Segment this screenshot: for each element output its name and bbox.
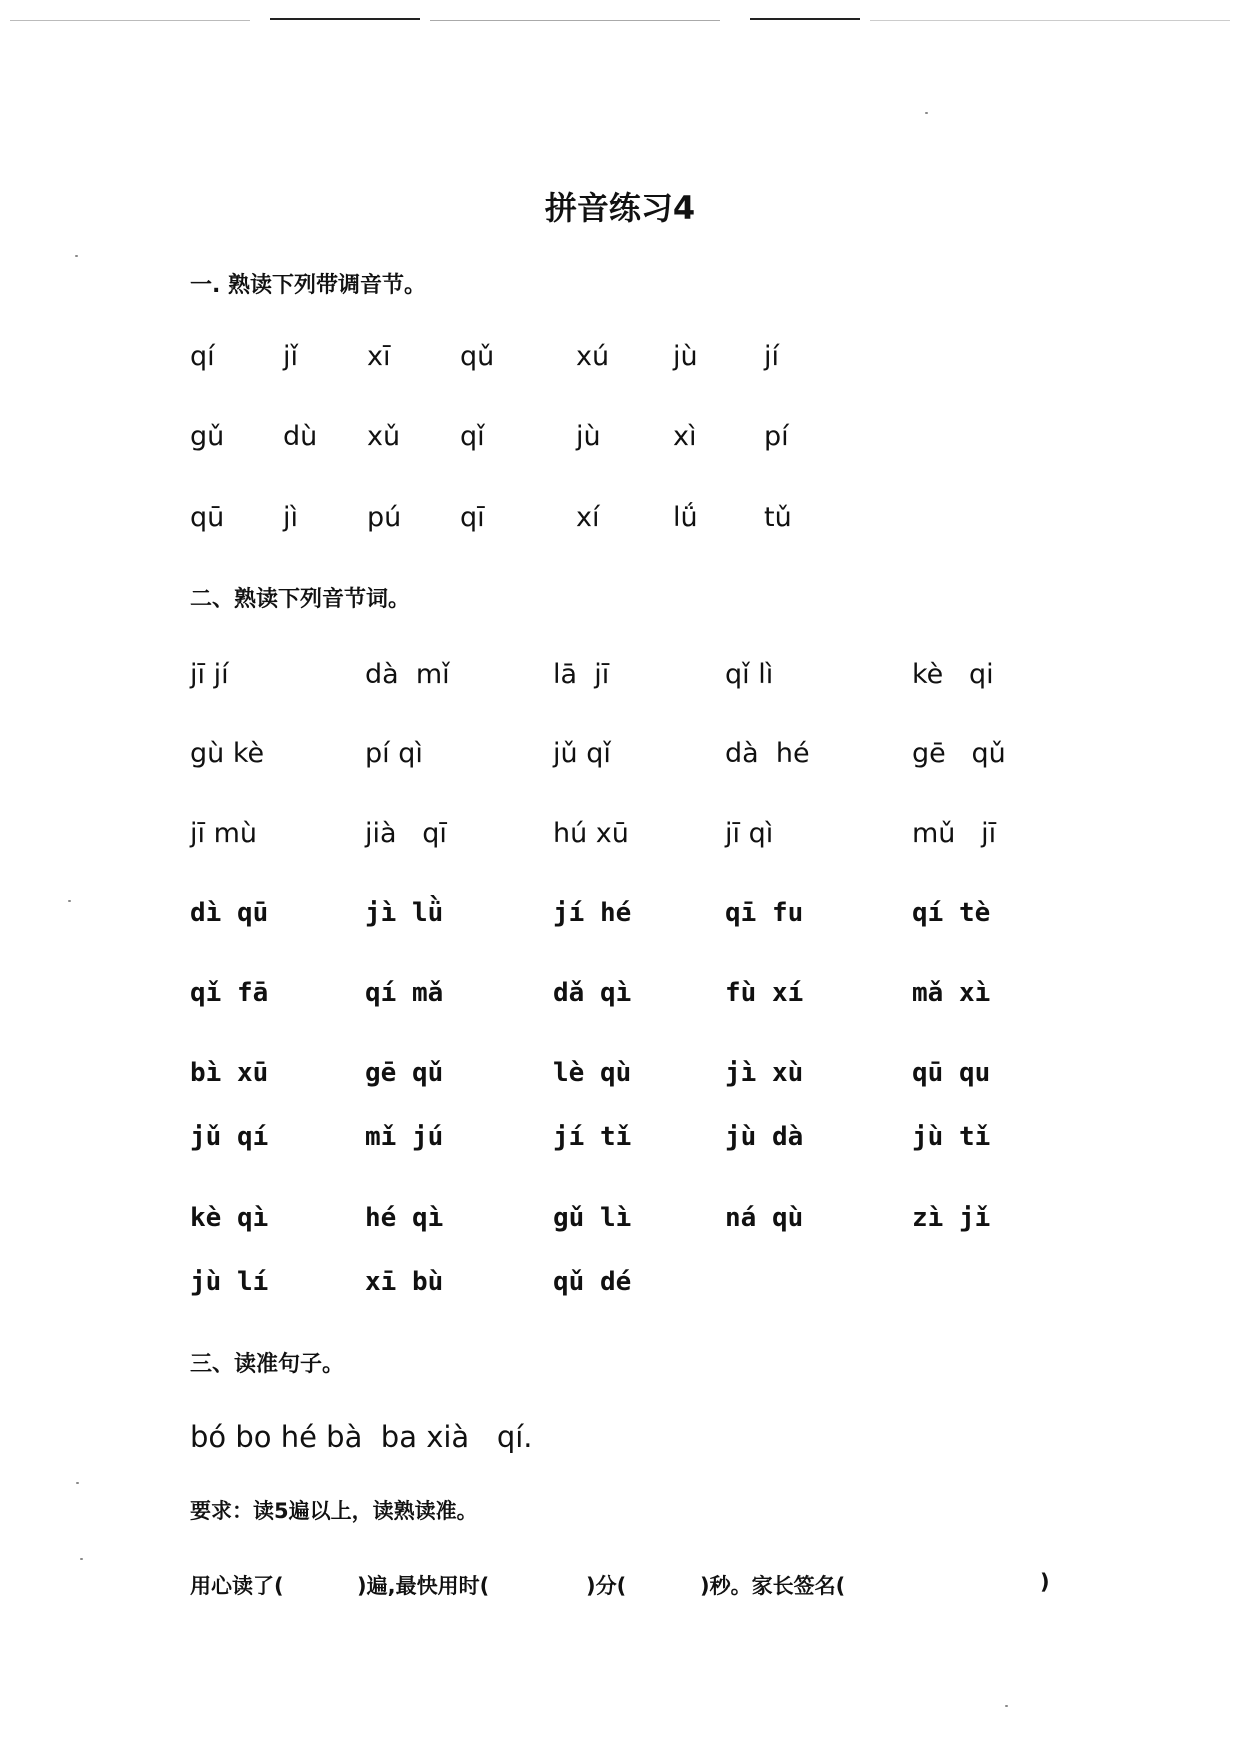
s2-item: kè qi <box>912 659 994 690</box>
s2-item: zì jǐ <box>912 1203 991 1233</box>
scan-speck <box>1005 1705 1008 1707</box>
s2-item: jī mù <box>190 818 257 849</box>
s2-item: jǔ qǐ <box>553 738 611 769</box>
s2-item: qī fu <box>725 898 804 928</box>
section-2-heading: 二、熟读下列音节词。 <box>190 587 411 612</box>
s1-item: jù <box>673 341 698 372</box>
scan-speck <box>75 255 78 257</box>
s2-item: qí mǎ <box>365 978 444 1008</box>
s2-item: mǎ xì <box>912 978 991 1008</box>
s2-item: dǎ qì <box>553 978 632 1008</box>
s2-item: gē qǔ <box>912 738 1006 769</box>
s2-item: mǔ jī <box>912 818 997 849</box>
record-min-suffix: )分( <box>586 1574 627 1598</box>
s2-item: dà hé <box>725 738 810 769</box>
s1-item: jí <box>764 341 780 372</box>
s1-item: dù <box>283 421 318 452</box>
s2-item: kè qì <box>190 1203 269 1233</box>
s1-item: jì <box>283 502 299 533</box>
scan-speck <box>925 112 928 114</box>
reading-record-line <box>190 1570 1070 1602</box>
s1-item: pú <box>367 502 402 533</box>
s2-item: jī qì <box>725 818 774 849</box>
s2-item: qū qu <box>912 1058 991 1088</box>
s1-item: xì <box>673 421 697 452</box>
s2-item: jù tǐ <box>912 1122 991 1152</box>
s2-row <box>0 1267 1240 1307</box>
s1-item: gǔ <box>190 421 225 452</box>
s1-item: xí <box>576 502 600 533</box>
s2-item: hé qì <box>365 1203 444 1233</box>
s2-row <box>0 898 1240 938</box>
s2-item: fù xí <box>725 978 804 1008</box>
s2-item: qǔ dé <box>553 1267 632 1297</box>
s2-row <box>0 659 1240 699</box>
s2-item: xī bù <box>365 1267 444 1297</box>
record-read-suffix: )遍,最快用时( <box>357 1574 490 1598</box>
s1-item: qǔ <box>460 341 495 372</box>
s2-item: gù kè <box>190 738 265 769</box>
s2-item: jù dà <box>725 1122 804 1152</box>
s2-item: jù lí <box>190 1267 269 1297</box>
s1-item: qí <box>190 341 215 372</box>
s2-item: gǔ lì <box>553 1203 632 1233</box>
s2-item: jí tǐ <box>553 1122 632 1152</box>
s2-item: lā jī <box>553 659 610 690</box>
requirement-text: 要求：读5遍以上，读熟读准。 <box>190 1499 478 1523</box>
page-title: 拼音练习4 <box>544 189 696 227</box>
s2-item: jì xù <box>725 1058 804 1088</box>
s2-item: hú xū <box>553 818 629 849</box>
s1-item: qī <box>460 502 485 533</box>
s1-item: tǔ <box>764 502 792 533</box>
s2-row <box>0 1122 1240 1162</box>
practice-sentence: bó bo hé bà ba xià qí. <box>190 1420 533 1454</box>
s2-item: mǐ jú <box>365 1122 444 1152</box>
s1-item: qū <box>190 502 225 533</box>
s1-item: xǔ <box>367 421 401 452</box>
s2-row <box>0 978 1240 1018</box>
s2-item: ná qù <box>725 1203 804 1233</box>
s2-item: dì qū <box>190 898 269 928</box>
record-sec-suffix: )秒。家长签名( <box>700 1574 846 1598</box>
s2-item: jǔ qí <box>190 1122 269 1152</box>
record-read-prefix: 用心读了( <box>190 1574 284 1598</box>
s1-item: lǘ <box>673 502 698 533</box>
section-1-heading: 一. 熟读下列带调音节。 <box>190 273 427 298</box>
s2-item: jì lǜ <box>365 898 444 928</box>
section-3-heading: 三、读准句子。 <box>190 1352 345 1377</box>
scan-edge-marks <box>0 14 1240 24</box>
s2-row <box>0 1058 1240 1098</box>
s2-row <box>0 1203 1240 1243</box>
s2-item: jī jí <box>190 659 229 690</box>
s1-item: xī <box>367 341 391 372</box>
scan-speck <box>80 1558 83 1560</box>
s2-item: jià qī <box>365 818 447 849</box>
s2-item: qí tè <box>912 898 991 928</box>
s2-row <box>0 818 1240 858</box>
s1-item: xú <box>576 341 610 372</box>
s2-item: bì xū <box>190 1058 269 1088</box>
s2-item: dà mǐ <box>365 659 450 690</box>
s2-item: gē qǔ <box>365 1058 444 1088</box>
record-close: ) <box>1040 1570 1050 1594</box>
s1-item: jǐ <box>283 341 299 372</box>
s1-item: qǐ <box>460 421 485 452</box>
s1-item: pí <box>764 421 789 452</box>
s1-row <box>0 421 1240 461</box>
s1-item: jù <box>576 421 601 452</box>
s1-row <box>0 502 1240 542</box>
s2-item: jí hé <box>553 898 632 928</box>
scan-speck <box>76 1482 79 1484</box>
s2-item: pí qì <box>365 738 423 769</box>
s2-item: lè qù <box>553 1058 632 1088</box>
s2-item: qǐ fā <box>190 978 269 1008</box>
s2-row <box>0 738 1240 778</box>
s2-item: qǐ lì <box>725 659 774 690</box>
s1-row <box>0 341 1240 381</box>
